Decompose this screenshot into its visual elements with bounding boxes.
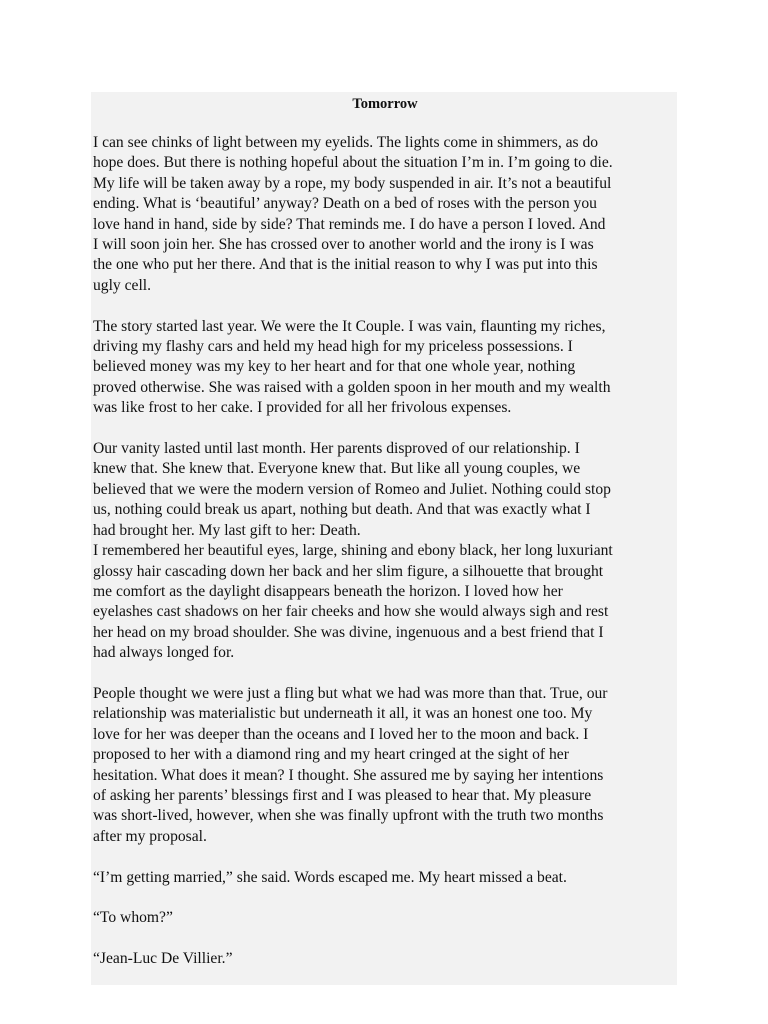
spacer [93,929,677,949]
spacer [93,419,677,439]
paragraph-2: The story started last year. We were the It Couple. I was vain, flaunting my riches, driving my flashy cars and held my head high for my priceless possessions. I believed money was my key to her heart and for that one whole year, nothing proved otherwise. She was raised with a golden spoon in her mouth and my wealth was like frost to her cake. I provided for all her frivolous expenses. [93,317,611,417]
spacer [93,114,677,133]
dialogue-line-3: “Jean-Luc De Villier.” [93,950,233,968]
spacer [93,888,677,908]
spacer [93,847,677,867]
dialogue-line-1: “I’m getting married,” she said. Words escaped me. My heart missed a beat. [93,868,567,886]
document-page [91,92,677,985]
dialogue-line-2: “To whom?” [93,909,173,927]
paragraph-5: People thought we were just a fling but what we had was more than that. True, our relationship was materialistic but underneath it all, it was an honest one too. My love for her was deeper than the oceans and I loved her to the moon and back. I proposed to her with a diamond ring and my heart cringed at the sight of her hesitation. What does it mean? I thought. She assured me by saying her intentions of asking her parents’ blessings first and I was pleased to hear that. My pleasure was short-lived, however, when she was finally upfront with the truth two months after my proposal. [93,684,608,845]
paragraph-4: I remembered her beautiful eyes, large, shining and ebony black, her long luxuriant glossy hair cascading down her back and her slim figure, a silhouette that brought me comfort as the daylight disappears beneath the horizon. I loved how her eyelashes cast shadows on her fair cheeks and how she would always sigh and rest her head on my broad shoulder. She was divine, ingenuous and a best friend that I had always longed for. [93,542,613,662]
paragraph-3: Our vanity lasted until last month. Her parents disproved of our relationship. I knew that. She knew that. Everyone knew that. But like all young couples, we believed that we were the modern version of Romeo and Juliet. Nothing could stop us, nothing could break us apart, nothing but death. And that was exactly what I had brought her. My last gift to her: Death. [93,440,611,539]
spacer [93,296,677,316]
spacer [93,664,677,684]
document-title: Tomorrow [352,96,418,112]
paragraph-1: I can see chinks of light between my eyelids. The lights come in shimmers, as do hope does. But there is nothing hopeful about the situation I’m in. I’m going to die. My life will be taken away by a rope, my body suspended in air. It’s not a beautiful ending. What is ‘beautiful’ anyway? Death on a bed of roses with the person you love hand in hand, side by side? That reminds me. I do have a person I loved. And I will soon join her. She has crossed over to another world and the irony is I was the one who put her there. And that is the initial reason to why I was put into this ugly cell. [93,134,613,294]
